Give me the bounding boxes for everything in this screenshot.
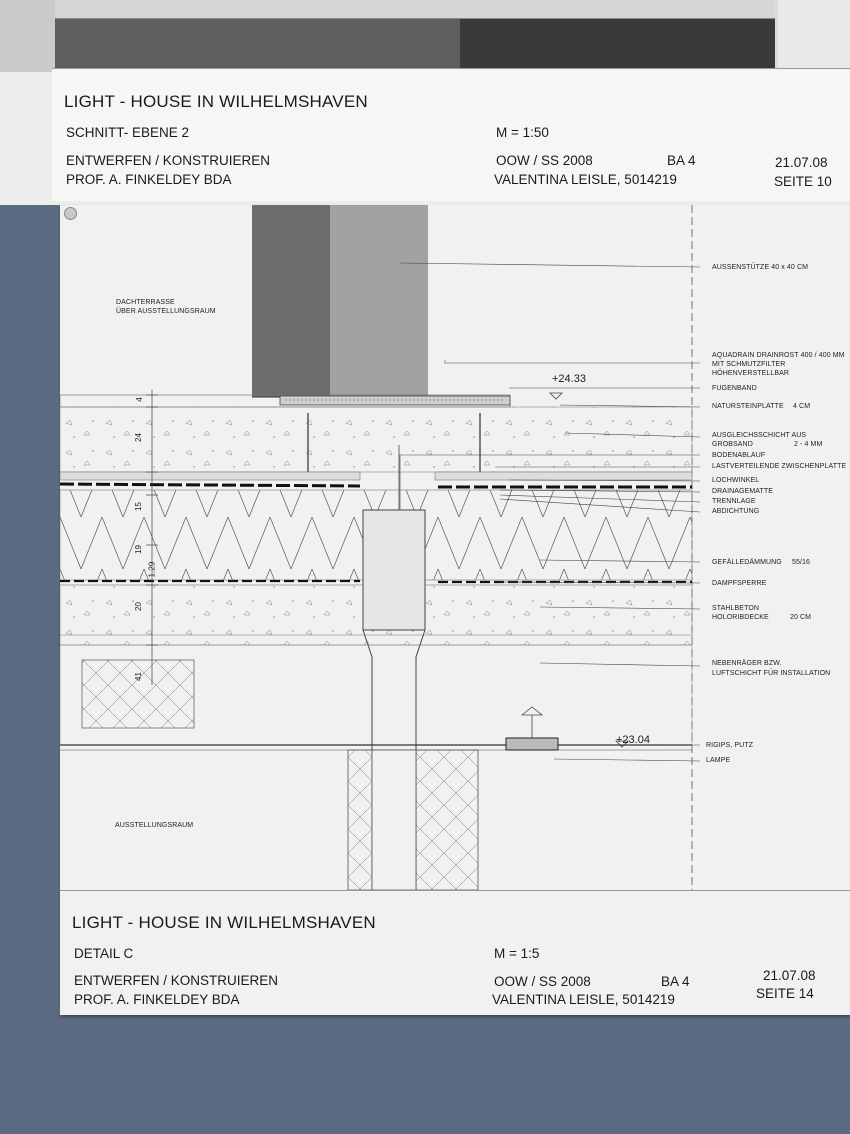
secondary-beam <box>82 660 194 728</box>
top-sheet-page: SEITE 10 <box>774 174 832 189</box>
top-sheet-strip-top <box>55 0 775 19</box>
detail-student: VALENTINA LEISLE, 5014219 <box>492 992 675 1007</box>
annotation-vapor: DAMPFSPERRE <box>712 580 767 587</box>
annotation-drain-3: HÖHENVERSTELLBAR <box>712 370 790 377</box>
annotation-leveling-dim: 2 - 4 MM <box>794 441 823 448</box>
top-sheet-student: VALENTINA LEISLE, 5014219 <box>494 172 677 187</box>
detail-scale: M = 1:5 <box>494 946 540 961</box>
detail-subtitle: DETAIL C <box>74 946 134 961</box>
annotation-concrete-dim: 20 CM <box>790 614 812 621</box>
annotation-lamp: LAMPE <box>706 757 731 764</box>
annotation-secondary-2: LUFTSCHICHT FÜR INSTALLATION <box>712 670 831 677</box>
annotation-leveling-1: AUSGLEICHSSCHICHT AUS <box>712 432 807 439</box>
annotation-drain-mat: DRAINAGEMATTE <box>712 488 774 495</box>
annotation-insulation: GEFÄLLEDÄMMUNG <box>712 559 782 566</box>
dim-15: 15 <box>134 501 144 512</box>
annotation-joint: FUGENBAND <box>712 385 757 392</box>
exhibition-room-label: AUSSTELLUNGSRAUM <box>115 822 194 829</box>
annotation-plaster: RIGIPS, PUTZ <box>706 742 754 749</box>
annotation-secondary-1: NEBENRÄGER BZW. <box>712 660 782 667</box>
annotation-concrete-1: STAHLBETON <box>712 605 760 612</box>
level-mark-upper <box>550 393 562 399</box>
top-sheet-semester: OOW / SS 2008 <box>496 153 593 168</box>
top-sheet-right-sheet <box>778 0 850 72</box>
dim-24: 24 <box>134 432 144 443</box>
detail-semester: OOW / SS 2008 <box>494 974 591 989</box>
dim-20: 20 <box>134 601 144 612</box>
detail-page: SEITE 14 <box>756 986 814 1001</box>
drain-body <box>363 510 425 630</box>
leveling-layer <box>60 407 692 472</box>
annotation-sealing: ABDICHTUNG <box>712 508 760 515</box>
level-upper: +24.33 <box>552 373 586 385</box>
annotation-concrete-2: HOLORIBDECKE <box>712 614 769 621</box>
sealing-layer <box>60 484 360 486</box>
top-sheet-plan-fragment <box>0 0 60 72</box>
terrace-label: DACHTERRASSE <box>116 299 175 306</box>
annotation-load-plate: LASTVERTEILENDE ZWISCHENPLATTE <box>712 463 847 470</box>
top-sheet-title: LIGHT - HOUSE IN WILHELMSHAVEN <box>64 92 368 111</box>
annotation-angle: LOCHWINKEL <box>712 477 760 484</box>
lamp <box>506 738 558 750</box>
dim-19: 19 <box>134 544 144 555</box>
terrace-label-sub: ÜBER AUSSTELLUNGSRAUM <box>116 308 216 315</box>
annotation-drain-1: AQUADRAIN DRAINROST 400 / 400 MM <box>712 352 845 359</box>
top-sheet-subtitle: SCHNITT- EBENE 2 <box>66 125 190 140</box>
detail-date: 21.07.08 <box>763 968 816 983</box>
column-face <box>330 205 428 397</box>
annotation-floor-drain: BODENABLAUF <box>712 452 766 459</box>
annotation-stone: NATURSTEINPLATTE <box>712 403 784 410</box>
top-sheet-professor: PROF. A. FINKELDEY BDA <box>66 172 232 187</box>
load-plate <box>60 472 360 480</box>
drain-grate <box>280 396 510 405</box>
column <box>252 205 330 397</box>
annotation-stone-dim: 4 CM <box>793 403 811 410</box>
top-sheet-section-light <box>55 18 460 70</box>
detail-course: ENTWERFEN / KONSTRUIEREN <box>74 973 279 988</box>
annotation-insulation-dim: 55/16 <box>792 559 811 566</box>
detail-title: LIGHT - HOUSE IN WILHELMSHAVEN <box>72 913 376 932</box>
detail-program: BA 4 <box>661 974 690 989</box>
dim-4: 4 <box>134 397 144 402</box>
level-lower: +23.04 <box>616 734 650 746</box>
annotation-column: AUSSENSTÜTZE 40 x 40 CM <box>712 264 809 271</box>
annotation-drain-2: MIT SCHMUTZFILTER <box>712 361 786 368</box>
dim-41: 41 <box>134 671 144 682</box>
detail-professor: PROF. A. FINKELDEY BDA <box>74 992 240 1007</box>
annotation-separation: TRENNLAGE <box>712 498 756 505</box>
detail-title-block <box>60 890 850 891</box>
top-sheet-scale: M = 1:50 <box>496 125 549 140</box>
top-sheet-course: ENTWERFEN / KONSTRUIEREN <box>66 153 271 168</box>
dim-129: 1.29 <box>147 561 157 578</box>
top-sheet-date: 21.07.08 <box>775 155 828 170</box>
annotation-leveling-2: GROBSAND <box>712 441 753 448</box>
top-sheet-drawing-strip <box>0 0 850 72</box>
top-sheet-program: BA 4 <box>667 153 696 168</box>
